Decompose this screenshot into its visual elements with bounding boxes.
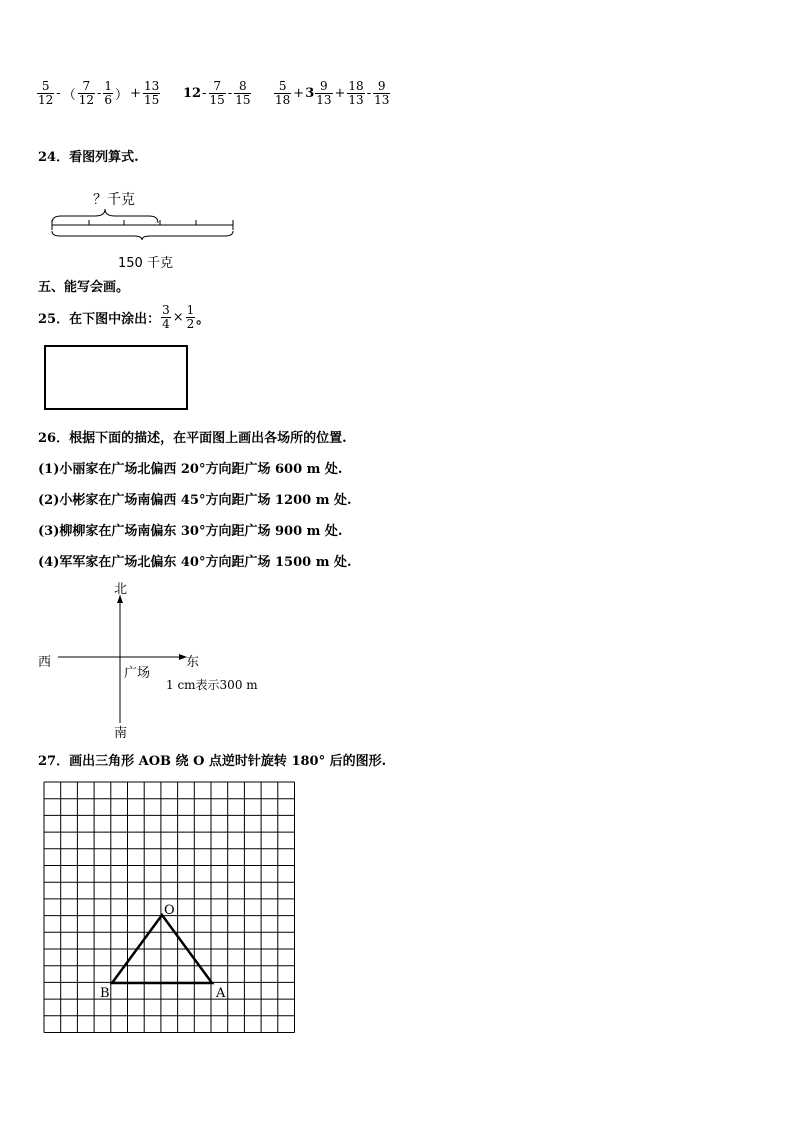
unknown-weight-label: ？千克 [93, 192, 135, 208]
fraction: $\frac{3}{4}$ [162, 302, 170, 331]
fraction: $\frac{18}{13}$ [348, 79, 364, 107]
fraction: $\frac{7}{12}$ [78, 79, 94, 107]
total-weight-label: 150 千克 [118, 256, 173, 271]
fraction: $\frac{7}{15}$ [209, 79, 225, 107]
fraction: $\frac{5}{18}$ [275, 79, 291, 107]
fraction: $\frac{9}{13}$ [316, 79, 332, 107]
scale-label: 1 cm表示300 m [166, 678, 258, 692]
fraction: $\frac{1}{2}$ [186, 302, 195, 331]
q26-item: (4)军军家在广场北偏东 40°方向距广场 1500 m 处. [38, 555, 352, 570]
segment-diagram [48, 205, 240, 245]
section-5-title: 五、能写会画。 [38, 280, 130, 295]
expression-3: $\frac{5}{18}$ + 3 $\frac{9}{13}$ + $\frac{18}{13}$ - $\frac{9}{13}$ [275, 79, 390, 107]
fraction: $\frac{1}{6}$ [104, 79, 113, 107]
west-label: 西 [38, 655, 52, 670]
north-label: 北 [114, 582, 128, 597]
question-26-title: 26．根据下面的描述，在平面图上画出各场所的位置. [38, 431, 347, 446]
expression-2: 12 - $\frac{7}{15}$ - $\frac{8}{15}$ [183, 79, 251, 107]
fraction: $\frac{5}{12}$ [38, 79, 54, 107]
brace [52, 209, 158, 223]
point-a-label: A [216, 986, 226, 1001]
question-24-title: 24．看图列算式. [38, 150, 139, 165]
fraction: $\frac{8}{15}$ [235, 79, 251, 107]
point-b-label: B [100, 986, 110, 1001]
question-25: 25．在下图中涂出： $\frac{3}{4}$ × $\frac{1}{2}$ 。 [38, 302, 210, 331]
shading-rectangle[interactable] [44, 345, 188, 410]
fraction: $\frac{13}{15}$ [143, 79, 160, 107]
question-27-title: 27．画出三角形 AOB 绕 O 点逆时针旋转 180° 后的图形. [38, 754, 387, 769]
south-label: 南 [114, 726, 128, 741]
east-label: 东 [186, 655, 200, 670]
q26-item: (3)柳柳家在广场南偏东 30°方向距广场 900 m 处. [38, 524, 343, 539]
q26-item: (1)小丽家在广场北偏西 20°方向距广场 600 m 处. [38, 462, 343, 477]
bottom-brace [52, 231, 233, 240]
expression-1: $\frac{5}{12}$ - （ $\frac{7}{12}$ - $\frac{1}{6}$ ） + $\frac{13}{15}$ [38, 79, 160, 107]
point-o-label: O [164, 903, 175, 918]
q26-item: (2)小彬家在广场南偏西 45°方向距广场 1200 m 处. [38, 493, 352, 508]
fraction: $\frac{9}{13}$ [374, 79, 390, 107]
plaza-label: 广场 [124, 666, 151, 681]
compass-axes [50, 595, 200, 725]
